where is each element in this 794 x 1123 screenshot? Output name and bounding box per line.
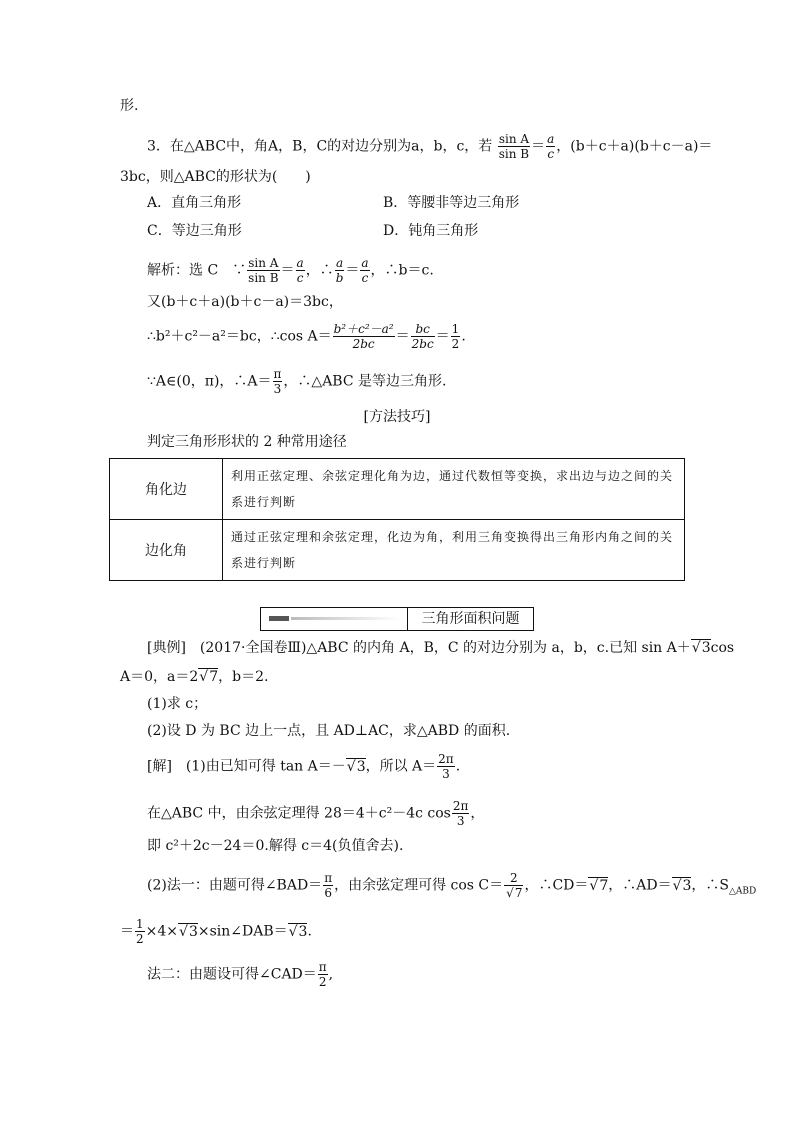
section-header — [260, 607, 534, 631]
top-fragment: 形. — [120, 98, 139, 114]
question-3-line-2: 3bc，则△ABC的形状为( ) — [120, 169, 311, 185]
solution-line-1: 解析：选 C ∵ $\frac{\text{sin A}}{\text{sin B}}$ ＝ $\frac{a}{c}$ ，∴ $\frac{a}{b}$ ＝ $\frac{a}{c}$ ，∴b＝c. — [147, 256, 434, 285]
answer-line-6: 法二：由题设可得∠CAD＝ $\frac{\pi}{2}$ , — [147, 960, 334, 989]
question-3-line-1: 3．在△ABC中，角A，B，C的对边分别为a，b，c，若 $\frac{\text{sin A}}{\text{sin B}}$ ＝ $\frac{a}{c}$ ，(b＋c＋a)(b＋c－a)＝ — [147, 132, 713, 161]
example-part-1: (1)求 c； — [147, 696, 208, 712]
example-line-2: A＝0，a＝2√ 7，b＝2. — [120, 667, 268, 687]
method-value: 利用正弦定理、余弦定理化角为边，通过代数恒等变换，求出边与边之间的关系进行判断 — [223, 459, 685, 520]
option-c: C．等边三角形 — [147, 223, 242, 239]
solution-line-4: ∵A∈(0，π)，∴A＝ $\frac{\pi}{3}$ ，∴△ABC 是等边三角形. — [147, 367, 447, 396]
option-b: B．等腰非等边三角形 — [383, 195, 520, 211]
answer-line-5: ＝ $\frac{1}{2}$ ×4×√ 3×sin∠DAB＝√ 3. — [120, 917, 312, 946]
method-subtitle: 判定三角形形状的 2 种常用途径 — [147, 434, 347, 450]
fraction-sinA-sinB: $\frac{\text{sin A}}{\text{sin B}}$ — [498, 132, 530, 161]
option-a: A．直角三角形 — [147, 195, 242, 211]
table-row — [110, 459, 685, 520]
answer-line-3: 即 c²＋2c－24＝0.解得 c＝4(负值舍去). — [147, 838, 404, 854]
example-part-2: (2)设 D 为 BC 边上一点，且 AD⊥AC，求△ABD 的面积. — [147, 723, 511, 739]
method-value: 通过正弦定理和余弦定理，化边为角，利用三角变换得出三角形内角之间的关系进行判断 — [223, 520, 685, 581]
example-line-1: [典例] (2017·全国卷Ⅲ)△ABC 的内角 A，B，C 的对边分别为 a，b，c.已知 sin A＋√ 3cos — [147, 638, 734, 658]
method-key: 角化边 — [110, 459, 223, 520]
solution-line-3: ∴b²＋c²－a²＝bc，∴cos A＝ $\frac{\text{b²＋c²－a²}}{2bc}$ ＝ $\frac{bc}{2bc}$ ＝ $\frac{1}{2}$ . — [147, 322, 466, 351]
option-d: D．钝角三角形 — [383, 223, 479, 239]
fraction-a-c: $\frac{a}{c}$ — [547, 132, 555, 161]
solution-line-2: 又(b＋c＋a)(b＋c－a)＝3bc， — [147, 294, 343, 310]
table-row — [110, 520, 685, 581]
answer-line-2: 在△ABC 中，由余弦定理得 28＝4＋c²－4c cos $\frac{2\pi}{3}$ ， — [147, 799, 485, 828]
method-table — [109, 458, 685, 581]
answer-line-4: (2)法一：由题可得∠BAD＝ $\frac{\pi}{6}$ ，由余弦定理可得 cos C＝ 2 √ 7 ，∴CD＝√ 7，∴AD＝√ 3，$\therefore S_{\triangle ABD}$ — [147, 871, 756, 900]
section-title: 三角形面积问题 — [421, 611, 520, 627]
answer-line-1: [解] (1)由已知可得 tan A＝－√ 3，所以 A＝ $\frac{2\pi}{3}$ . — [147, 752, 460, 781]
section-decoration — [261, 608, 408, 630]
method-key: 边化角 — [110, 520, 223, 581]
method-title: [方法技巧] — [363, 409, 431, 425]
